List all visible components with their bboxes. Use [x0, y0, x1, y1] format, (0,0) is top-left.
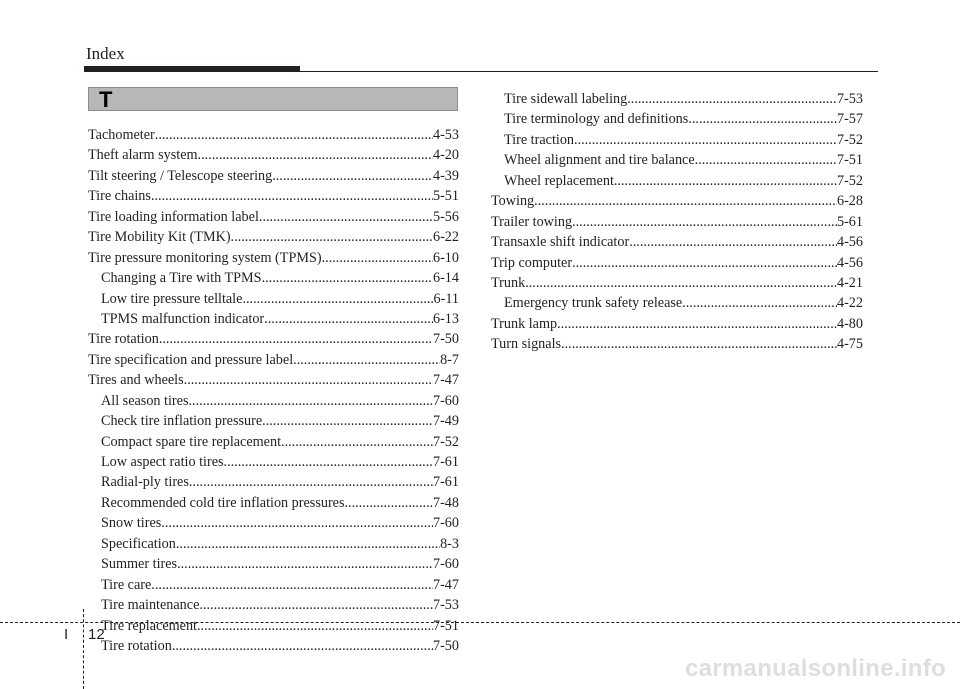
dot-leader — [695, 150, 837, 170]
index-entry — [491, 212, 863, 232]
index-entry — [88, 350, 459, 370]
index-entry-page: 4-53 — [432, 127, 459, 143]
dot-leader — [272, 166, 433, 186]
index-subentry — [88, 554, 459, 574]
index-entry-page: 4-21 — [836, 274, 863, 291]
index-entry — [88, 207, 459, 227]
index-entry-label: Trunk — [491, 274, 526, 291]
index-subentry — [491, 130, 863, 150]
index-entry — [88, 370, 459, 390]
dot-leader — [189, 472, 433, 492]
index-entry-page: 7-60 — [432, 515, 459, 532]
dot-leader — [572, 212, 837, 232]
index-entry-page: 6-14 — [432, 270, 459, 287]
index-entry-label: TPMS malfunction indicator — [101, 310, 265, 327]
index-subentry — [88, 595, 459, 615]
index-entry-label: Tachometer — [88, 127, 155, 143]
index-entry — [491, 314, 863, 334]
index-subentry — [88, 575, 459, 595]
index-entry — [491, 232, 863, 252]
index-subentry — [491, 171, 863, 191]
page-number-value: 12 — [88, 626, 105, 643]
index-entry-label: Recommended cold tire inflation pressures — [101, 494, 345, 511]
dot-leader — [176, 534, 440, 554]
dot-leader — [199, 595, 433, 615]
index-entry-page: 7-48 — [432, 494, 459, 511]
index-entry — [491, 253, 863, 273]
index-entry-page: 7-61 — [432, 474, 459, 491]
index-subentry — [88, 289, 459, 309]
dot-leader — [155, 125, 433, 145]
dot-leader — [557, 314, 837, 334]
dot-leader — [198, 145, 433, 165]
index-entry-page: 7-51 — [836, 152, 863, 169]
index-entry-page: 4-39 — [432, 167, 459, 184]
dot-leader — [344, 493, 433, 513]
index-entry-page: 4-80 — [836, 315, 863, 332]
index-entry-label: Trailer towing — [491, 213, 573, 230]
section-letter: T — [99, 87, 113, 112]
dot-leader — [629, 232, 837, 252]
index-entry-label: Tire rotation — [101, 637, 172, 654]
index-subentry — [88, 472, 459, 492]
index-subentry — [491, 150, 863, 170]
index-subentry — [88, 411, 459, 431]
index-entry — [88, 248, 459, 268]
page-title: Index — [86, 44, 125, 63]
footer-vertical-rule — [83, 609, 84, 689]
section-letter-box — [88, 87, 458, 111]
dot-leader — [161, 513, 433, 533]
index-entry — [88, 227, 459, 247]
index-entry — [88, 125, 459, 145]
dot-leader — [561, 334, 837, 354]
index-entry-label: Tire sidewall labeling — [504, 91, 628, 107]
footer-rule — [0, 622, 960, 623]
index-entry-label: Compact spare tire replacement — [101, 433, 282, 450]
dot-leader — [572, 253, 837, 273]
index-subentry — [88, 268, 459, 288]
index-entry-label: Tire Mobility Kit (TMK) — [88, 229, 231, 246]
index-entry-label: Tire maintenance — [101, 597, 200, 614]
index-column-right — [491, 89, 863, 355]
dot-leader — [159, 329, 433, 349]
index-entry-page: 6-28 — [836, 193, 863, 210]
index-entry-page: 7-57 — [836, 111, 863, 128]
index-entry-page: 7-52 — [836, 172, 863, 189]
index-entry-page: 5-56 — [432, 208, 459, 225]
index-entry-page: 8-3 — [440, 535, 459, 552]
index-entry-label: All season tires — [101, 392, 189, 409]
dot-leader — [172, 636, 433, 656]
index-subentry — [88, 534, 459, 554]
index-entry-page: 4-75 — [836, 336, 863, 353]
index-entry-label: Tire rotation — [88, 331, 159, 348]
index-entry-page: 8-7 — [440, 351, 459, 368]
index-entry-label: Tire care — [101, 576, 152, 593]
index-entry-label: Tire terminology and definitions — [504, 111, 689, 128]
index-entry-label: Wheel alignment and tire balance — [504, 152, 695, 169]
index-entry-label: Transaxle shift indicator — [491, 234, 630, 251]
watermark-logo: carmanualsonline.info — [684, 655, 946, 682]
index-entry-page: 7-52 — [432, 433, 459, 450]
index-subentry — [88, 432, 459, 452]
index-entry-page: 4-22 — [836, 295, 863, 312]
index-entry-page: 4-56 — [836, 234, 863, 251]
dot-leader — [627, 89, 837, 109]
dot-leader — [262, 411, 433, 431]
dot-leader — [188, 391, 433, 411]
index-entry — [491, 334, 863, 354]
dot-leader — [264, 309, 433, 329]
index-entry-label: Low aspect ratio tires — [101, 454, 224, 470]
dot-leader — [534, 191, 837, 211]
index-entry-page: 7-60 — [432, 392, 459, 409]
index-entry-label: Turn signals — [491, 336, 562, 353]
index-entry-label: Tilt steering / Telescope steering — [88, 167, 273, 184]
dot-leader — [525, 273, 837, 293]
index-entry-page: 5-51 — [432, 188, 459, 205]
index-entry-label: Tires and wheels — [88, 372, 184, 389]
index-entry — [88, 166, 459, 186]
dot-leader — [184, 370, 433, 390]
index-subentry — [88, 636, 459, 656]
index-entry-label: Tire traction — [504, 131, 575, 148]
index-subentry — [491, 89, 863, 109]
index-entry-label: Towing — [491, 193, 535, 210]
index-subentry — [88, 452, 459, 472]
index-entry — [491, 273, 863, 293]
index-entry-page: 7-60 — [432, 556, 459, 573]
dot-leader — [242, 289, 433, 309]
dot-leader — [281, 432, 433, 452]
index-entry-page: 7-47 — [432, 576, 459, 593]
index-subentry — [88, 513, 459, 533]
index-entry-page: 6-11 — [433, 290, 459, 307]
index-entry-label: Tire loading information label — [88, 208, 259, 225]
dot-leader — [177, 554, 433, 574]
dot-leader — [151, 186, 433, 206]
index-entry-label: Low tire pressure telltale — [101, 290, 243, 307]
dot-leader — [682, 293, 837, 313]
index-entry-page: 5-61 — [836, 213, 863, 230]
index-entry-page: 7-53 — [432, 597, 459, 614]
index-entry-label: Tire replacement — [101, 617, 197, 634]
index-entry-page: 6-10 — [432, 249, 459, 266]
index-subentry — [88, 616, 459, 636]
header-rule — [84, 71, 878, 72]
dot-leader — [151, 575, 433, 595]
dot-leader — [224, 452, 433, 472]
index-entry-label: Tire specification and pressure label — [88, 351, 294, 368]
index-entry — [88, 329, 459, 349]
index-entry-label: Wheel replacement — [504, 172, 614, 189]
dot-leader — [293, 350, 440, 370]
index-entry-page: 7-49 — [432, 413, 459, 430]
index-entry-label: Trunk lamp — [491, 315, 558, 332]
index-entry-label: Emergency trunk safety release — [504, 295, 683, 312]
index-entry-page: 4-20 — [432, 147, 459, 164]
index-entry-label: Changing a Tire with TPMS — [101, 270, 262, 287]
index-entry-page: 7-50 — [432, 331, 459, 348]
index-entry — [88, 145, 459, 165]
index-subentry — [88, 309, 459, 329]
dot-leader — [262, 268, 433, 288]
dot-leader — [322, 248, 433, 268]
index-entry-page: 7-47 — [432, 372, 459, 389]
dot-leader — [614, 171, 837, 191]
dot-leader — [231, 227, 433, 247]
index-entry-page: 7-53 — [836, 91, 863, 107]
dot-leader — [574, 130, 837, 150]
index-entry-label: Trip computer — [491, 254, 573, 271]
index-entry-page: 6-13 — [432, 310, 459, 327]
index-entry-label: Snow tires — [101, 515, 162, 532]
page-section-letter: I — [64, 626, 69, 643]
dot-leader — [197, 616, 433, 636]
index-entry-page: 7-52 — [836, 131, 863, 148]
index-subentry — [88, 493, 459, 513]
index-entry-page: 7-61 — [432, 454, 459, 470]
dot-leader — [688, 109, 837, 129]
index-entry-page: 7-50 — [432, 637, 459, 654]
index-entry-page: 4-56 — [836, 254, 863, 271]
index-entry-label: Summer tires — [101, 556, 178, 573]
index-subentry — [491, 109, 863, 129]
index-subentry — [491, 293, 863, 313]
index-entry-page: 6-22 — [432, 229, 459, 246]
index-entry-label: Tire chains — [88, 188, 151, 205]
index-entry — [88, 186, 459, 206]
dot-leader — [259, 207, 433, 227]
index-entry-page: 7-51 — [432, 617, 459, 634]
index-entry-label: Specification — [101, 535, 176, 552]
index-entry-label: Tire pressure monitoring system (TPMS) — [88, 249, 322, 266]
index-subentry — [88, 391, 459, 411]
index-entry-label: Check tire inflation pressure — [101, 413, 263, 430]
index-entry-label: Radial-ply tires — [101, 474, 189, 491]
index-column-left — [88, 125, 459, 656]
index-entry — [491, 191, 863, 211]
index-entry-label: Theft alarm system — [88, 147, 198, 164]
